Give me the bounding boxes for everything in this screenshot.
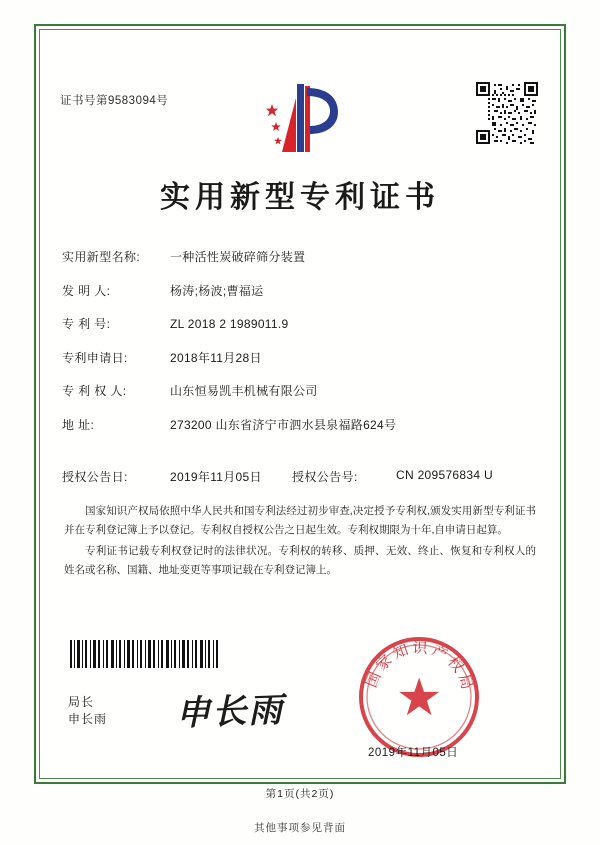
field-value: 山东恒易凯丰机械有限公司: [170, 384, 318, 398]
field-value: 杨涛;杨波;曹福运: [170, 283, 264, 298]
grant-number: [292, 468, 538, 485]
field-label: 专 利 权 人:: [62, 384, 127, 398]
body-text: [64, 502, 536, 582]
body-paragraph-2: 专利证书记载专利权登记时的法律状况。专利权的转移、质押、无效、终止、恢复和专利权人的姓名或名称、国籍、地址变更等事项记载在专利登记簿上。: [64, 545, 536, 576]
footer-note: 其他事项参见背面: [254, 822, 346, 834]
field-label: 专 利 号:: [62, 317, 111, 331]
field-value: ZL 2018 2 1989011.9: [170, 317, 289, 331]
field-label: 实用新型名称:: [62, 250, 141, 264]
grant-number-value: CN 209576834 U: [396, 468, 493, 482]
field-label: 发 明 人:: [62, 283, 111, 298]
field-patentee: [62, 382, 532, 399]
body-paragraph-1: 国家知识产权局依照中华人民共和国专利法经过初步审查,决定授予专利权,颁发实用新型专利证书并在专利登记簿上予以登记。专利权自授权公告之日起生效。专利权期限为十年,自申请日起算。: [64, 505, 536, 536]
field-inventor: [62, 282, 532, 299]
barcode-icon: [68, 640, 220, 668]
field-utility-model-name: [62, 248, 532, 265]
page-number: 第1页(共2页): [265, 788, 335, 800]
field-label: 专利申请日:: [62, 350, 128, 365]
field-value: 一种活性炭破碎筛分装置: [170, 250, 306, 264]
field-patent-number: [62, 315, 532, 332]
grant-date-value: 2019年11月05日: [170, 470, 262, 484]
seal-issue-date: 2019年11月05日: [368, 747, 459, 759]
field-address: [62, 416, 532, 433]
grant-number-label: 授权公告号:: [292, 470, 358, 484]
grant-row: [62, 468, 538, 485]
field-application-date: [62, 349, 532, 366]
cnipa-logo-icon: [252, 78, 348, 158]
qr-code-icon: [476, 82, 538, 144]
field-label: 地 址:: [62, 417, 95, 432]
signature-name: 申长雨: [68, 712, 108, 726]
signature-block: [68, 694, 107, 728]
grant-date: [62, 468, 292, 485]
svg-text:国家知识产权局: 国家知识产权局: [361, 638, 478, 695]
field-value: 273200 山东省济宁市泗水县泉福路624号: [170, 417, 397, 432]
field-value: 2018年11月28日: [170, 350, 262, 365]
red-official-seal-icon: [356, 634, 482, 760]
signature-title: 局长: [68, 695, 95, 709]
certificate-number: 证书号第9583094号: [60, 95, 169, 107]
handwritten-signature: 申长雨: [175, 690, 285, 734]
fields-list: [62, 248, 532, 449]
grant-date-label: 授权公告日:: [62, 470, 128, 484]
page-title: 实用新型专利证书: [160, 180, 440, 215]
